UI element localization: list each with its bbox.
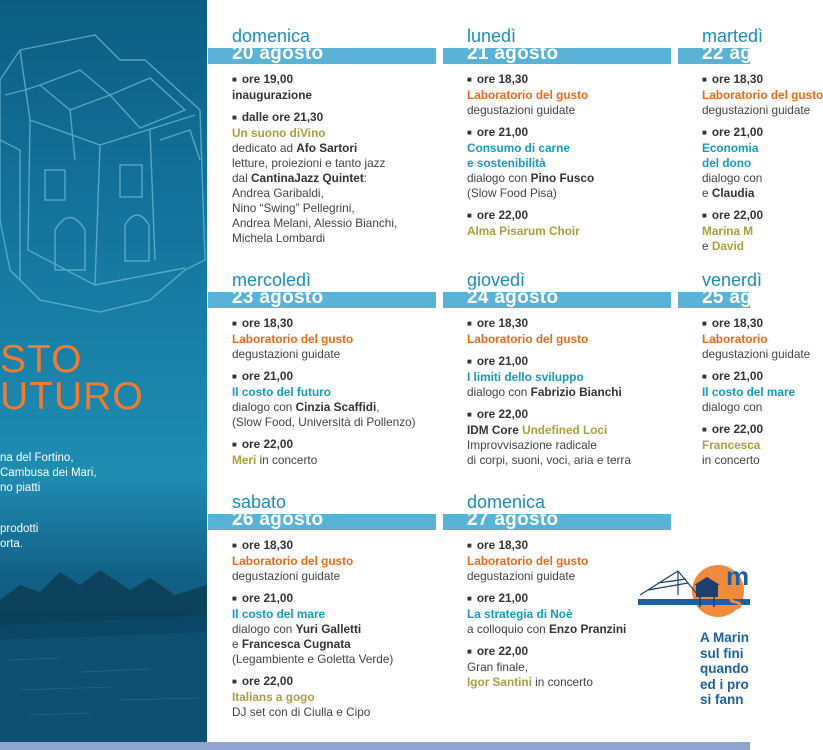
event-time: ■ ore 18,30 — [702, 72, 823, 88]
day-block-venerdi-25 — [678, 270, 810, 468]
promo-line: ed i pro — [700, 676, 749, 692]
event-line: dialogo con — [702, 171, 763, 185]
event-time: ■ ore 19,00 — [232, 72, 397, 88]
event-text: Meri — [232, 453, 257, 467]
event-line: Il costo del mare — [702, 385, 796, 399]
event-line — [702, 186, 823, 201]
event-time: ■ ore 18,30 — [467, 538, 626, 554]
event-line: Improvvisazione radicale — [467, 438, 597, 452]
event-line: La strategia di Noè — [467, 607, 573, 621]
event-text: Afo Sartori — [296, 141, 358, 155]
event-item — [232, 538, 393, 584]
event-text: in concerto — [256, 453, 318, 467]
event-line: degustazioni guidate — [232, 569, 341, 583]
day-header — [678, 26, 823, 70]
event-line: degustazioni guidate — [702, 347, 811, 361]
event-line: in concerto — [702, 453, 760, 467]
event-line: I limiti dello sviluppo — [467, 370, 584, 384]
event-line: Laboratorio — [702, 332, 768, 346]
event-item — [232, 369, 416, 430]
event-text: , — [376, 400, 380, 414]
event-text: e — [232, 637, 242, 651]
event-line: (Legambiente e Goletta Verde) — [232, 652, 394, 666]
promo-line: sul fini — [700, 645, 744, 661]
event-time: ■ ore 18,30 — [467, 72, 594, 88]
event-list — [467, 316, 631, 468]
event-text: in concerto — [531, 675, 593, 689]
day-name: mercoledì — [232, 270, 312, 290]
day-block-domenica-27 — [443, 492, 626, 690]
promo-text — [700, 630, 749, 708]
event-item — [232, 591, 393, 667]
promo-line: A Marin — [700, 630, 750, 645]
day-name: giovedì — [467, 270, 526, 290]
event-item — [702, 208, 823, 254]
event-item — [232, 72, 397, 103]
event-time: ■ ore 21,00 — [467, 354, 631, 370]
day-date: 24 agosto — [467, 287, 559, 308]
cover-title-line1: STO — [0, 338, 83, 381]
day-name: venerdì — [702, 270, 763, 290]
event-line: Andrea Melani, Alessio Bianchi, — [232, 216, 398, 230]
day-date: 25 agosto — [702, 287, 794, 308]
event-line: Italians a gogo — [232, 690, 315, 704]
day-block-domenica-20 — [208, 26, 397, 246]
event-item — [702, 369, 810, 415]
day-date: 20 agosto — [232, 43, 324, 64]
day-name: domenica — [232, 26, 311, 46]
event-item — [702, 316, 810, 362]
event-text: Undefined Loci — [522, 423, 608, 437]
event-line: del dono — [702, 156, 752, 170]
event-line — [467, 385, 631, 400]
event-line: e sostenibilità — [467, 156, 546, 170]
day-header — [208, 270, 416, 314]
event-line: Laboratorio del gusto — [232, 332, 354, 346]
event-time: ■ ore 22,00 — [702, 208, 823, 224]
event-line: degustazioni guidate — [467, 103, 576, 117]
event-text: Igor Santini — [467, 675, 532, 689]
event-time: ■ dalle ore 21,30 — [232, 110, 397, 126]
event-line: Laboratorio del gusto — [702, 88, 823, 102]
event-text: Pino Fusco — [530, 171, 595, 185]
day-block-lunedi-21 — [443, 26, 594, 239]
event-time: ■ ore 22,00 — [467, 407, 631, 423]
event-time: ■ ore 18,30 — [467, 316, 631, 332]
day-name: martedì — [702, 26, 764, 46]
event-item — [467, 591, 626, 637]
event-item — [467, 208, 594, 239]
event-time: ■ ore 22,00 — [232, 437, 416, 453]
event-line — [467, 423, 631, 438]
event-line — [232, 622, 393, 637]
event-line: (Slow Food Pisa) — [467, 186, 557, 200]
promo-line: quando — [700, 661, 749, 676]
event-line — [467, 675, 626, 690]
event-text: : — [363, 171, 368, 185]
event-line: Laboratorio del gusto — [467, 88, 589, 102]
event-line: (Slow Food, Università di Pollenzo) — [232, 415, 416, 429]
cover-title-line2: UTURO — [0, 375, 144, 418]
event-text: dialogo con — [467, 385, 531, 399]
day-name: sabato — [232, 492, 287, 512]
event-item — [702, 72, 823, 118]
bottom-strip — [0, 742, 750, 750]
event-text: Enzo Pranzini — [548, 622, 627, 636]
event-line: dialogo con — [702, 400, 763, 414]
event-text: dialogo con — [232, 400, 296, 414]
day-block-sabato-26 — [208, 492, 393, 720]
event-time: ■ ore 21,00 — [232, 369, 416, 385]
event-line: Nino “Swing” Pellegrini, — [232, 201, 355, 215]
day-header — [208, 26, 397, 70]
event-line: Michela Lombardi — [232, 231, 326, 245]
event-list — [232, 316, 416, 468]
event-line: degustazioni guidate — [702, 103, 811, 117]
event-line — [232, 141, 397, 156]
event-item — [467, 125, 594, 201]
event-text: dedicato ad — [232, 141, 297, 155]
event-line: Consumo di carne — [467, 141, 570, 155]
day-date: 22 agosto — [702, 43, 794, 64]
event-line: Un suono diVino — [232, 126, 326, 140]
event-text: CantinaJazz Quintet — [251, 171, 364, 185]
promo-logo — [638, 561, 750, 620]
event-line: Il costo del futuro — [232, 385, 331, 399]
day-header — [678, 270, 810, 314]
event-line: degustazioni guidate — [467, 569, 576, 583]
event-time: ■ ore 22,00 — [702, 422, 810, 438]
cover-text-line: no piatti — [0, 482, 41, 494]
event-text: Claudia — [711, 186, 755, 200]
event-line: Gran finale, — [467, 660, 528, 674]
event-item — [467, 72, 594, 118]
event-time: ■ ore 22,00 — [467, 644, 626, 660]
event-line — [232, 171, 397, 186]
event-time: ■ ore 22,00 — [232, 674, 393, 690]
event-line — [232, 453, 416, 468]
event-line — [702, 239, 823, 254]
day-header — [208, 492, 393, 536]
day-date: 26 agosto — [232, 509, 324, 530]
cover-text-line: prodotti — [0, 523, 39, 535]
event-text: Yuri Galletti — [295, 622, 362, 636]
cover-text-line: orta. — [0, 538, 24, 550]
day-block-giovedi-24 — [443, 270, 631, 468]
event-text: dialogo con — [467, 171, 531, 185]
event-line — [232, 400, 416, 415]
event-line: letture, proiezioni e tanto jazz — [232, 156, 386, 170]
event-time: ■ ore 22,00 — [467, 208, 594, 224]
event-time: ■ ore 21,00 — [467, 125, 594, 141]
event-line: inaugurazione — [232, 88, 312, 102]
event-time: ■ ore 21,00 — [702, 125, 823, 141]
event-line — [467, 622, 626, 637]
event-text: a colloquio con — [467, 622, 549, 636]
day-header — [443, 26, 594, 70]
event-line: Marina M — [702, 224, 754, 238]
event-text: e — [702, 186, 712, 200]
event-list — [232, 72, 397, 246]
event-line — [467, 171, 594, 186]
event-line: Andrea Garibaldi, — [232, 186, 324, 200]
event-item — [232, 316, 416, 362]
event-text: dal — [232, 171, 252, 185]
event-time: ■ ore 21,00 — [232, 591, 393, 607]
event-text: Francesca Cugnata — [241, 637, 351, 651]
event-list — [702, 72, 823, 254]
event-text: David — [711, 239, 744, 253]
event-text: Fabrizio Bianchi — [530, 385, 622, 399]
event-line: Laboratorio del gusto — [467, 554, 589, 568]
event-time: ■ ore 21,00 — [702, 369, 810, 385]
event-time: ■ ore 18,30 — [232, 316, 416, 332]
event-line: di corpi, suoni, voci, aria e terra — [467, 453, 631, 467]
event-time: ■ ore 18,30 — [232, 538, 393, 554]
event-line: degustazioni guidate — [232, 347, 341, 361]
day-header — [443, 492, 626, 536]
event-text: Cinzia Scaffidi — [295, 400, 377, 414]
event-line: Laboratorio del gusto — [232, 554, 354, 568]
event-item — [232, 674, 393, 720]
event-line: Laboratorio del gusto — [467, 332, 589, 346]
event-list — [467, 538, 626, 690]
event-line: Economia — [702, 141, 759, 155]
day-date: 27 agosto — [467, 509, 559, 530]
day-name: domenica — [467, 492, 546, 512]
day-date: 23 agosto — [232, 287, 324, 308]
logo-letter-top: m — [726, 561, 750, 591]
cover-text-line: Cambusa dei Mari, — [0, 467, 97, 479]
event-line — [232, 637, 393, 652]
event-item — [467, 644, 626, 690]
promo-line: si fann — [700, 692, 744, 707]
event-line: Francesca — [702, 438, 761, 452]
event-list — [467, 72, 594, 239]
event-list — [232, 538, 393, 720]
event-item — [702, 125, 823, 201]
event-item — [467, 538, 626, 584]
day-block-mercoledi-23 — [208, 270, 416, 468]
event-text: dialogo con — [232, 622, 296, 636]
event-text: e — [702, 239, 712, 253]
event-text: IDM Core — [467, 423, 523, 437]
event-item — [232, 437, 416, 468]
cover-panel — [0, 0, 207, 742]
event-item — [702, 422, 810, 468]
event-list — [702, 316, 810, 468]
event-line: Il costo del mare — [232, 607, 326, 621]
event-time: ■ ore 21,00 — [467, 591, 626, 607]
event-time: ■ ore 18,30 — [702, 316, 810, 332]
event-item — [467, 316, 631, 347]
event-item — [232, 110, 397, 246]
cover-text-line: na del Fortino, — [0, 452, 74, 464]
event-item — [467, 354, 631, 400]
day-name: lunedì — [467, 26, 517, 46]
event-line: Alma Pisarum Choir — [467, 224, 580, 238]
event-item — [467, 407, 631, 468]
day-block-martedi-22 — [678, 26, 823, 254]
day-date: 21 agosto — [467, 43, 559, 64]
logo-letter-bottom: s — [728, 585, 743, 615]
day-header — [443, 270, 631, 314]
event-line: DJ set con di Ciulla e Cipo — [232, 705, 371, 719]
